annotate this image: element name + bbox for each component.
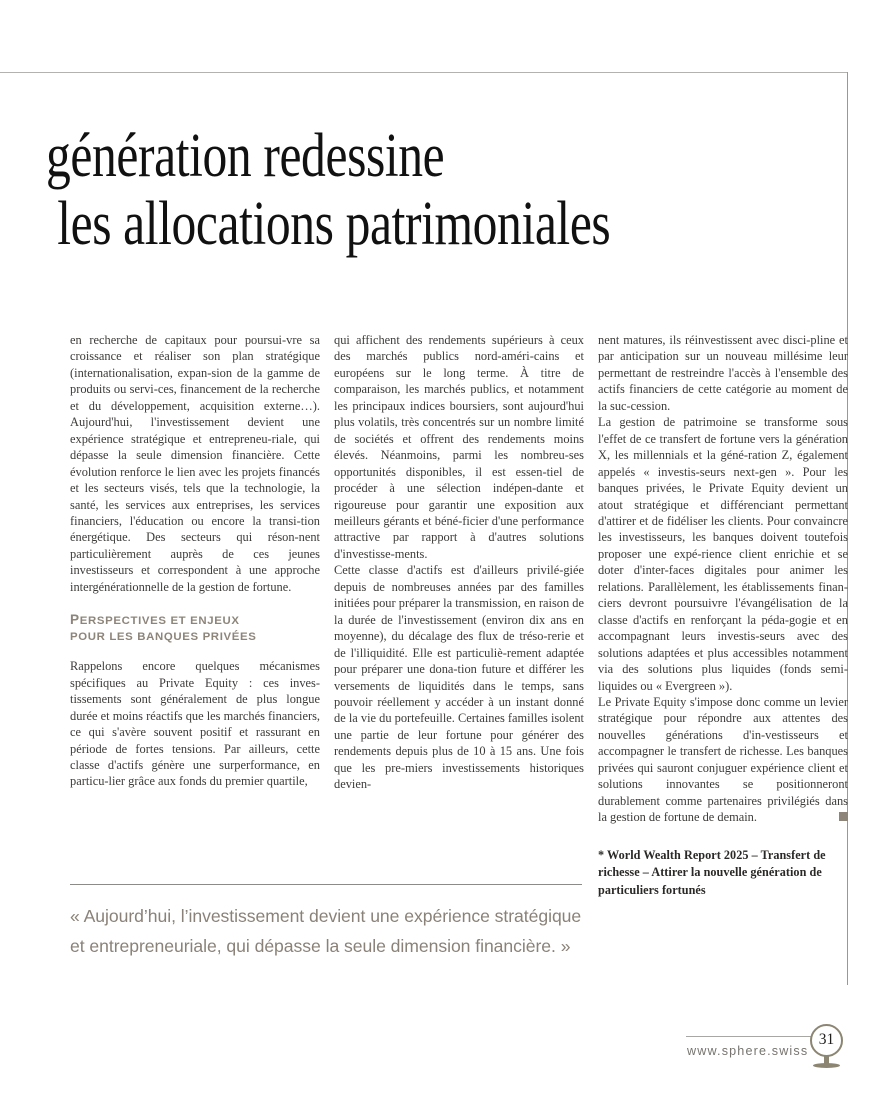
paragraph: nent matures, ils réinvestissent avec disci-pline et par anticipation sur un nouveau millésime leur permettant de restreindre l'accès à l'ensemble des actifs financiers de cette catégorie au moment de la suc-cession. [598,333,848,413]
subheading-rest: ERSPECTIVES ET ENJEUX [79,615,240,628]
pullquote-divider [70,884,582,885]
headline-line-1: génération redessine [46,122,445,190]
subheading-spacer [70,645,320,658]
page-number: 31 [818,1031,835,1049]
logo-base [813,1063,840,1068]
page-footer [686,1026,861,1088]
paragraph: Le Private Equity s'impose donc comme un levier stratégique pour répondre aux attentes des nouvelles générations d'in-vestisseurs et accompagner le transfert de richesse. Les banques privées qui sauront conjuguer expérience client et solutions innovantes se positionneront durablement comme partenaires privilégiés dans la gestion de fortune de demain. [598,694,848,825]
section-subheading [70,612,320,645]
page-title [46,122,846,258]
section-subheading-line-2: POUR LES BANQUES PRIVÉES [70,631,257,644]
paragraph: La gestion de patrimoine se transforme sous l'effet de ce transfert de fortune vers la génération X, les millennials et la géné-ration Z, également appelés « investis-seurs next-gen ». Pour les banques privées, le Private Equity devient un atout stratégique et différenciant permettant d'attirer et de fidéliser les clients. Pour convaincre les investisseurs, les banques doivent toutefois proposer une expé-rience client enrichie et se doter d'inter-faces digitales pour animer les relations. Parallèlement, les établissements finan-ciers devront poursuivre l'évangélisation de la classe d'actifs en renforçant la péda-gogie et en accompagnant leurs investis-seurs avec des solutions adaptées et plus accessibles notamment via des solutions plus liquides (fonds semi-liquides ou « Evergreen »). [598,415,848,693]
paragraph: Rappelons encore quelques mécanismes spécifiques au Private Equity : ces inves-tissements sont généralement de plus longue durée et moins réactifs que les marchés financiers, ce qui s'avère souvent positif et rassurant en période de fortes tensions. Par ailleurs, cette classe d'actifs génère une surperformance, en particu-lier grâce aux fonds du premier quartile, [70,659,320,789]
paragraph: en recherche de capitaux pour poursui-vre sa croissance et réaliser son plan stratégique (internationalisation, expan-sion de la gamme de produits ou servi-ces, financement de la recherche et du développement, acquisition externe…). Aujourd'hui, l'investissement devient une expérience stratégique et entrepreneu-riale, qui dépasse la seule dimension financière. Cette évolution renforce le lien avec les projets financés et les secteurs visés, tels que la technologie, la santé, les services aux entreprises, les services financiers, l'éducation ou encore la transi-tion énergétique. Des secteurs qui réson-nent particulièrement auprès de ces jeunes investisseurs et correspondent à une approche intergénérationnelle de la gestion de fortune. [70,333,320,594]
body-column-3 [598,332,848,899]
end-of-article-square-icon [839,812,848,821]
footnote: * World Wealth Report 2025 – Transfert de richesse – Attirer la nouvelle génération de particuliers fortunés [598,847,826,897]
body-column-1 [70,332,320,790]
footer-website-url[interactable]: www.sphere.swiss [687,1044,809,1058]
logo-ball [810,1024,843,1057]
paragraph: qui affichent des rendements supérieurs à ceux des marchés publics nord-améri-cains et européens sur le long terme. À titre de comparaison, les marchés publics, et notamment les principaux indices boursiers, sont aujourd'hui plus volatils, très concentrés sur un nombre limité de sociétés et offrent des rendements moins élevés. Néanmoins, parmi les nombreu-ses opportunités disponibles, il est essen-tiel de procéder à une sélection indépen-dante et rigoureuse pour garantir une exposition aux meilleurs gérants et béné-ficier d'une performance attractive par rapport à d'autres solutions d'investisse-ments. [334,333,584,561]
paragraph: Cette classe d'actifs est d'ailleurs privilé-giée depuis de nombreuses années par des familles initiées pour préparer la transmission, en raison de la durée de l'investissement (environ dix ans en moyenne), du décalage des flux de tréso-rerie et de l'illiquidité. Elle est particuliè-rement adaptée pour préparer une dona-tion future et différer les versements de liquidités dans le temps, sans pouvoir réellement y accéder à un instant donné de la vie du portefeuille. Certaines familles isolent une partie de leur fortune pour générer des rendements depuis plus de 10 à 15 ans. Une fois que les pre-miers investissements historiques devien- [334,563,584,792]
headline-line-2: les allocations patrimoniales [57,190,611,258]
subheading-dropcap: P [70,612,80,628]
body-column-2 [334,332,584,793]
footer-divider [686,1036,824,1037]
section-subheading-line-1 [70,612,320,629]
page-top-divider [0,72,847,73]
sphere-logo-icon [805,1024,853,1072]
pullquote: « Aujourd’hui, l’investissement devient une expérience stratégique et entrepreneuriale, qui dépasse la seule dimension financière. » [70,906,582,956]
